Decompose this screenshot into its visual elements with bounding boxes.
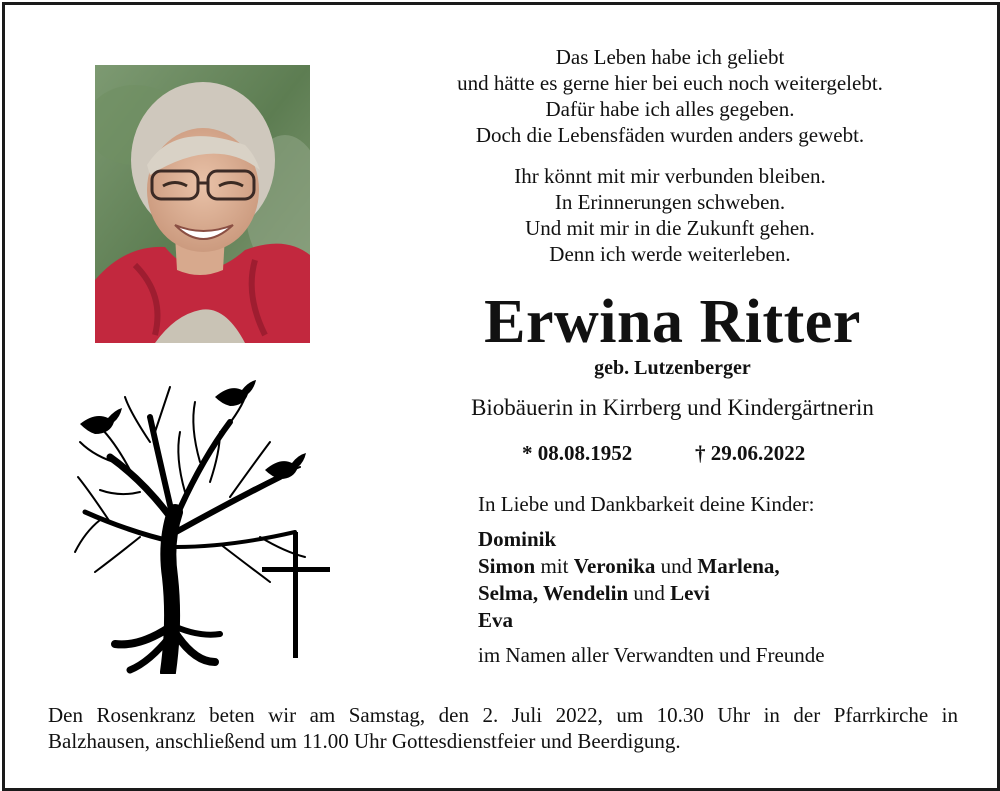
family-line [478,607,780,634]
family-name: Levi [670,581,710,605]
portrait-photo [95,65,310,343]
poem-line: Doch die Lebensfäden wurden anders gewebt. [475,123,865,147]
family-conjunction: und [633,581,665,605]
family-line [478,580,780,607]
family-name: Selma, Wendelin [478,581,629,605]
poem-line: Denn ich werde weiterleben. [549,242,791,266]
poem-line: Dafür habe ich alles gegeben. [545,97,795,121]
family-line [478,553,780,580]
death-date: † 29.06.2022 [695,441,806,465]
poem-stanza-2 [400,163,940,267]
poem-line: Ihr könnt mit mir verbunden bleiben. [514,164,826,188]
family-line [478,526,780,553]
mourners-intro: In Liebe und Dankbarkeit deine Kinder: [478,492,815,516]
family-list [478,526,780,634]
birth-date: * 08.08.1952 [522,441,633,465]
family-name: Dominik [478,527,557,551]
family-conjunction: mit [540,554,569,578]
family-name: Eva [478,608,514,632]
poem-line: In Erinnerungen schweben. [554,190,786,214]
poem-line: und hätte es gerne hier bei euch noch weitergelebt. [457,71,883,95]
family-conjunction: und [660,554,693,578]
service-notice [48,702,958,754]
service-line-1: Den Rosenkranz beten wir am Samstag, den 2. Juli 2022, um 10.30 Uhr in der Pfarrkirche in [48,703,958,727]
family-name: Marlena, [697,554,780,578]
poem-line: Und mit mir in die Zukunft gehen. [525,216,815,240]
occupation: Biobäuerin in Kirrberg und Kindergärtnerin [471,395,874,420]
family-name: Simon [478,554,536,578]
family-name: Veronika [573,554,656,578]
cross-icon [260,532,332,660]
deceased-name: Erwina Ritter [484,288,861,356]
service-line-2: Balzhausen, anschließend um 11.00 Uhr Gottesdienstfeier und Beerdigung. [48,729,681,753]
poem-stanza-1 [400,44,940,148]
maiden-name: geb. Lutzenberger [594,357,751,379]
relatives-line: im Namen aller Verwandten und Freunde [478,643,825,667]
poem-line: Das Leben habe ich geliebt [555,45,785,69]
